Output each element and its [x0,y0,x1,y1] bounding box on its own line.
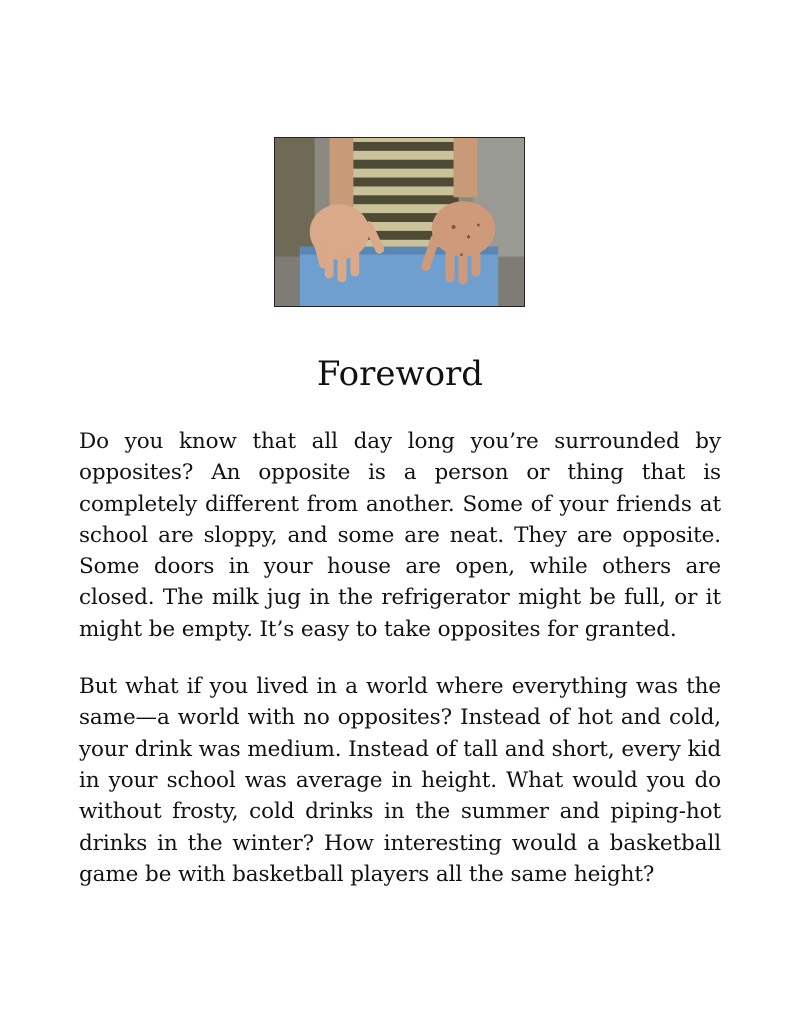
paragraph-1: Do you know that all day long you’re surrounded by opposites? An opposite is a person or thing that is completely different from another. Some of your friends at school are sloppy, and some are neat. They are opposite. Some doors in your house are open, while others are closed. The milk jug in the refrigerator might be full, or it might be empty. It’s easy to take opposites for granted. [79,429,721,642]
foreword-body [79,426,721,916]
hands-photo-icon [275,138,524,306]
hands-photo [274,137,525,307]
page-title: Foreword [316,354,484,394]
paragraph-2: But what if you lived in a world where everything was the same—a world with no opposites? Instead of hot and cold, your drink was medium. Instead of tall and short, every kid in your school was average in height. What would you do without frosty, cold drinks in the summer and piping-hot drinks in the winter? How interesting would a basketball game be with basketball players all the same height? [79,674,721,887]
